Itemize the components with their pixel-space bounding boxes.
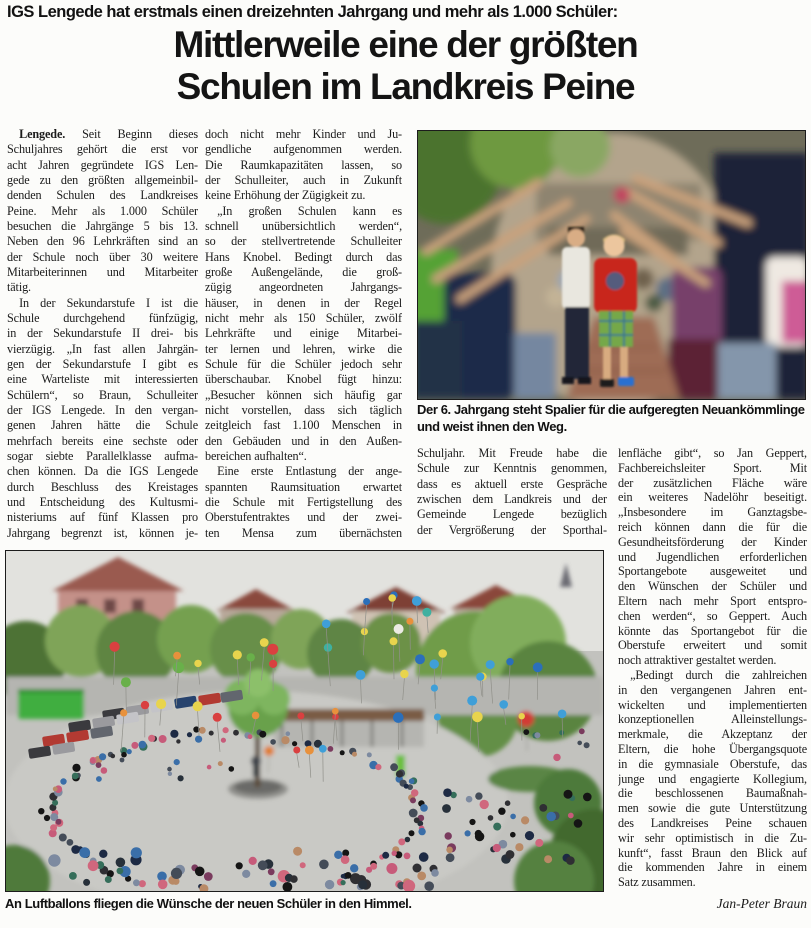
- headline-line-2: Schulen im Landkreis Peine: [176, 66, 635, 107]
- article-column-3: Schuljahr. Mit Freude habe die Schule zur Kenntnis genommen, dass es aktuell erste Gespräche zwischen dem Landkreis und der Gemeinde Lengede bezüglich der Vergrößerung der Sporthal-: [417, 446, 607, 537]
- balloons-photo: [5, 550, 604, 892]
- author-byline: Jan-Peter Braun: [716, 896, 807, 911]
- headline: [0, 24, 811, 108]
- article-column-1: Lengede. Seit Beginn dieses Schuljahres gehört die erst vor acht Jahren gegründete IGS Len- gede zu den größten allgemeinbil- denden Schulen des Landkreises Peine. Mehr als 1.000 Schüler besuchen die Jahrgänge 5 bis 13. Neben den 96 Lehrkräften sind an der Schule noch über 30 weitere Mitarbeiterinnen und Mitarbeiter tätig. In der Sekundarstufe I ist die Schule durchgehend fünfzügig, in der Sekundarstufe II drei- bis vierzügig. „In fast allen Jahrgän- gen der Sekundarstufe I gibt es eine Warteliste mit interessierten Schülern“, so Braun, Schulleiter der IGS Lengede. In den vergan- genen Jahren hätte die Schule mehrfach bereits eine sechste oder sogar siebte Parallelklasse aufma- chen können. Da die IGS Lengede durch Beschluss des Kreistages und Entscheidung des Kultusmi- nisteriums auf fünf Klassen pro Jahrgang begrenzt ist, können je-: [7, 127, 198, 540]
- article-column-4: lenfläche gibt“, so Jan Geppert, Fachbereichsleiter Sport. Mit der zusätzlichen Fläche wäre ein weiteres Nadelöhr beseitigt. „Insbesondere im Ganztagsbe- reich können dann die für die Gesundheitsförderung der Kinder und Jugendlichen erforderlichen Sportangebote ausgeweitet und den Wünschen der Schüler und Eltern nach mehr Sport entspro- chen werden“, so Geppert. Auch könnte das Sportangebot für die Oberstufe erweitert und somit noch attraktiver gestaltet werden. „Bedingt durch die zahlreichen in den vergangenen Jahren ent- wickelten und implementierten konzeptionellen Alleinstellungs- merkmale, die Akzeptanz der Eltern, die hohe Übergangsquote in die gymnasiale Oberstufe, das junge und engagierte Kollegium, die beschlossenen Baumaßnah- men sowie die gute Unterstützung des Landkreises Peine schauen wir sehr optimistisch in die Zu- kunft“, fasst Braun den Blick auf die kommenden Jahre in einem Satz zusammen.: [618, 446, 807, 890]
- spalier-photo-illustration: [418, 131, 805, 399]
- spalier-photo: [417, 130, 806, 400]
- article-column-2: doch nicht mehr Kinder und Ju- gendliche aufgenommen werden. Die Raumkapazitäten lassen, so der Schulleiter, auch in Zukunft keine Erhöhung der Zügigkeit zu. „In großen Schulen kann es schnell unübersichtlich werden“, so der stellvertretende Schulleiter Hans Knobel. Bedingt durch das große Außengelände, die groß- zügig angeordneten Jahrgangs- häuser, in denen in der Regel nicht mehr als 150 Schüler, zwölf Lehrkräfte und einige Mitarbei- ter lernen und lehren, wirke die Schule für die Schüler jedoch sehr überschaubar. Knobel fügt hinzu: „Besucher können sich häufig gar nicht vorstellen, dass sich täglich zeitgleich fast 1.100 Menschen in den Gebäuden und in den Außen- bereichen aufhalten“. Eine erste Entlastung der ange- spannten Raumsituation erwartet die Schule mit Fertigstellung des Oberstufentraktes und der zwei- ten Mensa zum übernächsten: [205, 127, 402, 540]
- headline-line-1: Mittlerweile eine der größten: [173, 24, 638, 65]
- balloons-photo-caption: An Luftballons fliegen die Wünsche der neuen Schüler in den Himmel.: [5, 896, 412, 911]
- spalier-photo-caption: Der 6. Jahrgang steht Spalier für die aufgeregten Neuankömmlinge und weist ihnen den Weg.: [417, 402, 805, 434]
- kicker: IGS Lengede hat erstmals einen dreizehnten Jahrgang und mehr als 1.000 Schüler:: [7, 3, 618, 21]
- balloons-photo-illustration: [6, 551, 603, 891]
